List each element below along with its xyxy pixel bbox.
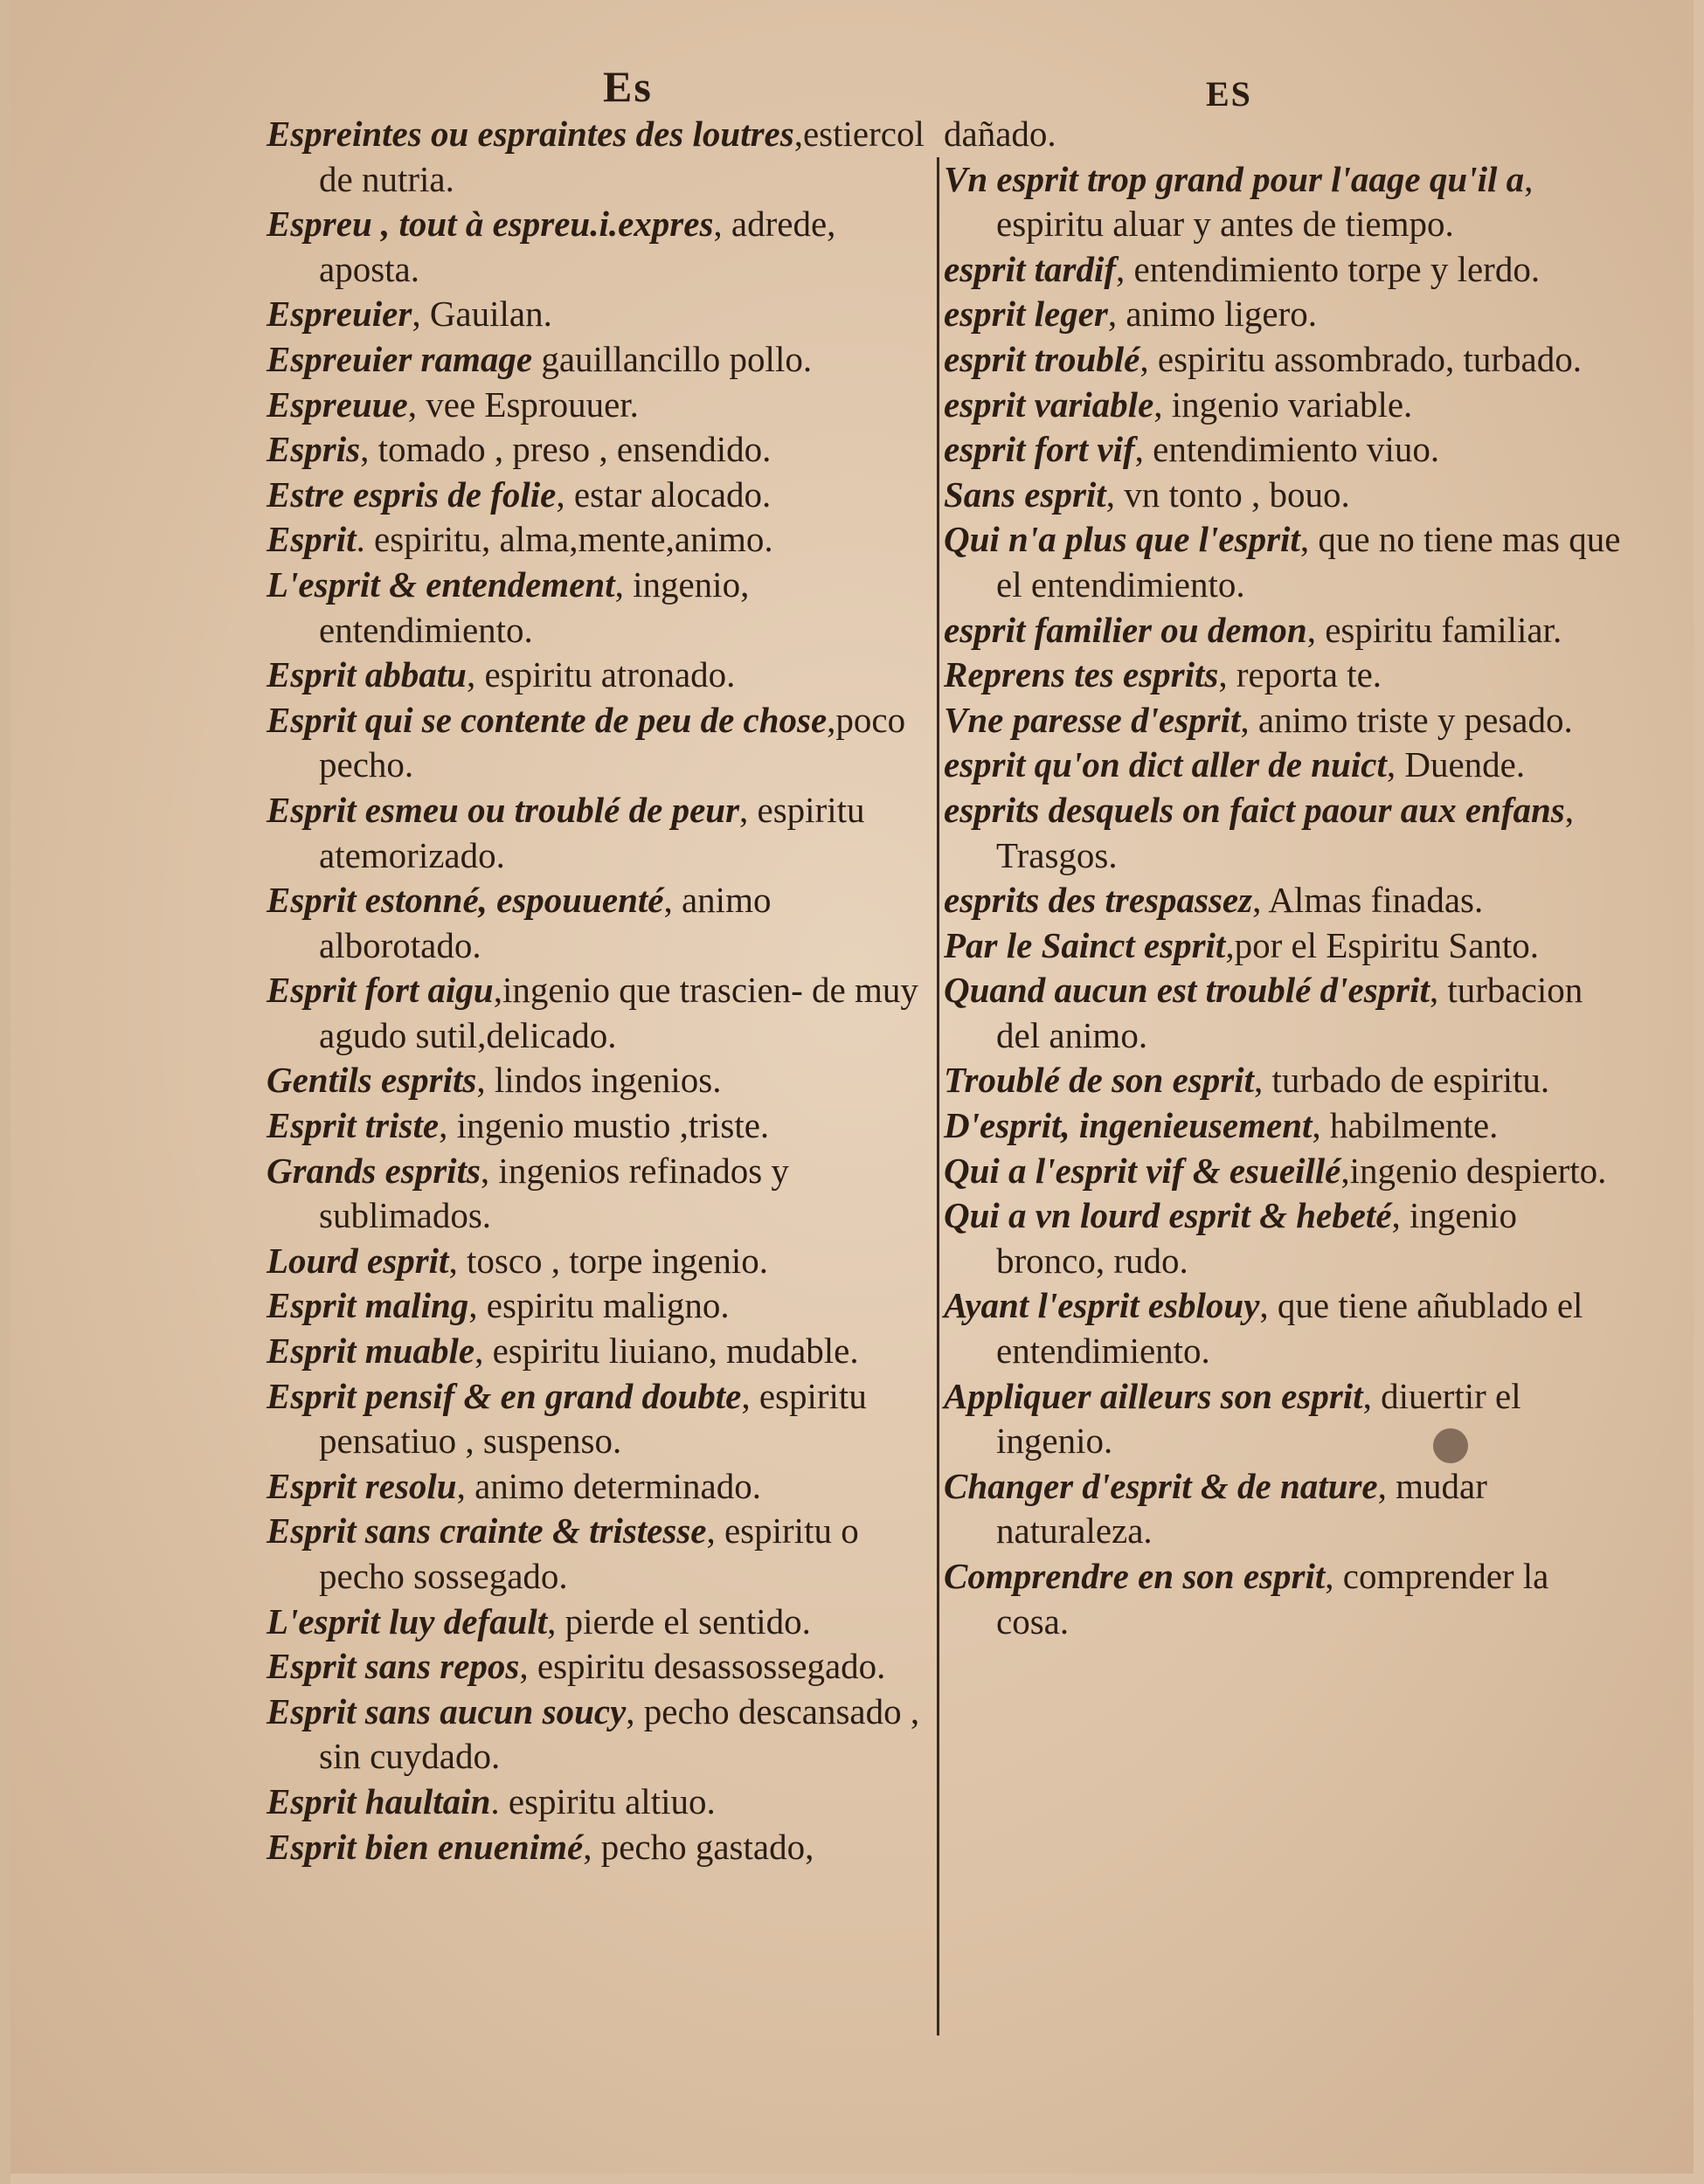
- entry-definition: , diuertir el ingenio.: [996, 1375, 1521, 1462]
- dictionary-entry: [267, 878, 931, 968]
- dictionary-entry: [944, 1193, 1625, 1283]
- entry-headword: Esprit bien enuenimé: [267, 1826, 584, 1867]
- entry-definition: ,ingenio despierto.: [1340, 1150, 1607, 1191]
- dictionary-entry: [267, 112, 931, 202]
- right-column: [944, 112, 1625, 1644]
- ink-stain: [1433, 1428, 1468, 1463]
- entry-definition: , espiritu atronado.: [466, 654, 736, 695]
- entry-definition: , espiritu atemorizado.: [319, 789, 865, 875]
- entry-definition: dañado.: [944, 114, 1056, 154]
- entry-definition: , mudar naturaleza.: [996, 1465, 1487, 1552]
- entry-definition: , animo determinado.: [456, 1465, 761, 1506]
- entry-definition: , Gauilan.: [412, 294, 552, 335]
- dictionary-entry: [267, 968, 931, 1058]
- entry-headword: Esprit haultain: [267, 1780, 491, 1821]
- entry-headword: esprit qu'on dict aller de nuict: [944, 744, 1387, 785]
- dictionary-entry: [267, 473, 931, 518]
- entry-headword: esprits desquels on faict paour aux enfans: [944, 789, 1565, 830]
- entry-definition: , entendimiento viuo.: [1134, 429, 1440, 470]
- dictionary-entry: [267, 383, 931, 428]
- entry-definition: , animo triste y pesado.: [1240, 699, 1573, 740]
- entry-headword: esprits des trespassez: [944, 880, 1253, 921]
- dictionary-entry: [267, 1464, 931, 1510]
- entry-headword: Esprit esmeu ou troublé de peur: [267, 789, 740, 830]
- entry-headword: Ayant l'esprit esblouy: [944, 1285, 1260, 1326]
- dictionary-entry: [944, 1058, 1625, 1103]
- dictionary-entry: [944, 698, 1625, 743]
- entry-definition: , reporta te.: [1218, 654, 1382, 695]
- entry-headword: Esprit fort aigu: [267, 970, 494, 1011]
- entry-definition: , espiritu o pecho sossegado.: [319, 1510, 859, 1596]
- entry-headword: Qui a l'esprit vif & esueillé: [944, 1150, 1341, 1191]
- entry-definition: , Almas finadas.: [1252, 880, 1484, 921]
- entry-definition: , ingenio, entendimiento.: [319, 563, 750, 650]
- dictionary-entry: [267, 1239, 931, 1284]
- dictionary-entry: [267, 202, 931, 292]
- dictionary-entry: [267, 1644, 931, 1690]
- dictionary-entry: [944, 427, 1625, 473]
- entry-definition: ,estiercol de nutria.: [319, 114, 925, 199]
- entry-headword: Esprit sans crainte & tristesse: [267, 1510, 707, 1552]
- dictionary-entry: [267, 292, 931, 337]
- entry-definition: , vee Esprouuer.: [407, 384, 639, 425]
- dictionary-entry: [267, 1058, 931, 1103]
- entry-headword: Qui n'a plus que l'esprit: [944, 519, 1300, 560]
- entry-headword: Esprit qui se contente de peu de chose: [267, 699, 828, 740]
- dictionary-entry: [267, 1690, 931, 1780]
- entry-headword: Gentils esprits: [267, 1060, 477, 1101]
- dictionary-entry: [267, 563, 931, 653]
- dictionary-entry: [944, 608, 1625, 653]
- entry-headword: esprit leger: [944, 294, 1108, 335]
- entry-headword: L'esprit & entendement: [267, 563, 615, 605]
- dictionary-entry: [944, 1149, 1625, 1194]
- entry-definition: , ingenios refinados y sublimados.: [319, 1150, 789, 1236]
- entry-headword: Esprit pensif & en grand doubte: [267, 1375, 742, 1416]
- entry-headword: D'esprit, ingenieusement: [944, 1105, 1313, 1146]
- entry-definition: , espiritu assombrado, turbado.: [1139, 338, 1582, 379]
- column-divider: [937, 157, 939, 2035]
- entry-definition: , Trasgos.: [996, 789, 1575, 875]
- entry-headword: Qui a vn lourd esprit & hebeté: [944, 1195, 1392, 1236]
- entry-definition: ,poco pecho.: [319, 699, 906, 785]
- entry-headword: Appliquer ailleurs son esprit: [944, 1375, 1363, 1416]
- left-column: [267, 112, 931, 1870]
- entry-headword: Changer d'esprit & de nature: [944, 1465, 1378, 1506]
- entry-definition: , tomado , preso , ensendido.: [360, 429, 772, 470]
- entry-headword: Esprit maling: [267, 1285, 469, 1326]
- entry-definition: , que tiene añublado el entendimiento.: [996, 1285, 1583, 1372]
- entry-definition: , pierde el sentido.: [547, 1600, 811, 1641]
- entry-headword: Sans esprit: [944, 473, 1106, 515]
- dictionary-entry: [267, 427, 931, 473]
- dictionary-entry: [267, 1825, 931, 1870]
- dictionary-entry: [944, 788, 1625, 878]
- entry-headword: Esprit abbatu: [267, 654, 467, 695]
- dictionary-entry: [944, 112, 1625, 157]
- entry-headword: Esprit triste: [267, 1105, 440, 1146]
- entry-definition: , tosco , torpe ingenio.: [448, 1240, 768, 1281]
- entry-definition: , Duende.: [1386, 744, 1526, 785]
- entry-definition: , habilmente.: [1312, 1105, 1499, 1146]
- entry-headword: Quand aucun est troublé d'esprit: [944, 970, 1430, 1011]
- dictionary-entry: [944, 653, 1625, 698]
- entry-definition: , comprender la cosa.: [996, 1556, 1549, 1641]
- entry-definition: , que no tiene mas que el entendimiento.: [996, 519, 1621, 605]
- entry-headword: Espreu , tout à espreu.i.expres: [267, 204, 714, 245]
- entry-definition: , espiritu aluar y antes de tiempo.: [996, 158, 1534, 245]
- running-header-left: Es: [603, 62, 653, 111]
- entry-definition: , espiritu maligno.: [468, 1285, 730, 1326]
- running-header-right: ES: [1206, 74, 1252, 114]
- entry-definition: , pecho gastado,: [583, 1826, 814, 1867]
- entry-headword: Esprit: [267, 519, 357, 560]
- entry-definition: , animo alborotado.: [319, 880, 772, 965]
- dictionary-entry: [944, 1374, 1625, 1464]
- entry-headword: Espreintes ou espraintes des loutres: [267, 114, 794, 154]
- dictionary-entry: [267, 1329, 931, 1374]
- entry-definition: , entendimiento torpe y lerdo.: [1116, 248, 1541, 289]
- dictionary-entry: [944, 383, 1625, 428]
- entry-headword: Espreuier ramage: [267, 338, 533, 379]
- entry-definition: ,ingenio que trascien- de muy agudo sutil,delicado.: [319, 970, 918, 1055]
- entry-headword: Lourd esprit: [267, 1240, 449, 1281]
- dictionary-entry: [944, 923, 1625, 969]
- entry-definition: , turbacion del animo.: [996, 970, 1583, 1055]
- entry-headword: Espris: [267, 429, 361, 470]
- dictionary-entry: [267, 1149, 931, 1239]
- entry-definition: , pecho descansado , sin cuydado.: [319, 1690, 920, 1777]
- entry-headword: esprit variable: [944, 384, 1154, 425]
- dictionary-entry: [944, 1554, 1625, 1644]
- page-edge: [0, 0, 10, 2184]
- entry-headword: Grands esprits: [267, 1150, 481, 1191]
- entry-headword: esprit tardif: [944, 248, 1117, 289]
- entry-definition: gauillancillo pollo.: [532, 338, 813, 379]
- dictionary-entry: [944, 878, 1625, 923]
- entry-headword: Troublé de son esprit: [944, 1060, 1254, 1101]
- entry-definition: , ingenio bronco, rudo.: [996, 1195, 1518, 1281]
- dictionary-entry: [944, 1283, 1625, 1373]
- entry-headword: Esprit resolu: [267, 1465, 457, 1506]
- entry-definition: , espiritu familiar.: [1306, 609, 1562, 650]
- entry-definition: ,por el Espiritu Santo.: [1225, 924, 1540, 965]
- entry-headword: Espreuier: [267, 294, 412, 335]
- dictionary-entry: [944, 517, 1625, 607]
- entry-headword: esprit fort vif: [944, 429, 1135, 470]
- dictionary-entry: [944, 968, 1625, 1058]
- dictionary-entry: [944, 157, 1625, 247]
- dictionary-entry: [267, 337, 931, 383]
- entry-definition: . espiritu, alma,mente,animo.: [356, 519, 773, 560]
- entry-headword: L'esprit luy default: [267, 1600, 548, 1641]
- dictionary-entry: [267, 653, 931, 698]
- entry-headword: Vn esprit trop grand pour l'aage qu'il a: [944, 158, 1525, 199]
- dictionary-entry: [267, 1780, 931, 1825]
- entry-definition: , estar alocado.: [556, 473, 772, 515]
- dictionary-entry: [267, 1103, 931, 1149]
- dictionary-entry: [944, 247, 1625, 293]
- dictionary-entry: [267, 698, 931, 788]
- entry-definition: , vn tonto , bouo.: [1105, 473, 1350, 515]
- entry-definition: , ingenio variable.: [1153, 384, 1413, 425]
- dictionary-entry: [944, 473, 1625, 518]
- dictionary-entry: [267, 1374, 931, 1464]
- entry-definition: , adrede, aposta.: [319, 204, 836, 289]
- entry-headword: Espreuue: [267, 384, 408, 425]
- entry-headword: Esprit sans repos: [267, 1646, 520, 1687]
- entry-definition: , animo ligero.: [1107, 294, 1318, 335]
- entry-definition: , espiritu desassossegado.: [519, 1646, 886, 1687]
- entry-headword: Esprit muable: [267, 1330, 475, 1372]
- dictionary-entry: [267, 788, 931, 878]
- entry-headword: esprit troublé: [944, 338, 1140, 379]
- dictionary-entry: [944, 337, 1625, 383]
- entry-definition: , ingenio mustio ,triste.: [439, 1105, 770, 1146]
- entry-definition: , lindos ingenios.: [476, 1060, 722, 1101]
- entry-headword: Esprit estonné, espouuenté: [267, 880, 664, 921]
- entry-headword: Estre espris de folie: [267, 473, 557, 515]
- dictionary-entry: [267, 1600, 931, 1645]
- dictionary-entry: [944, 1464, 1625, 1554]
- entry-headword: Vne paresse d'esprit: [944, 699, 1241, 740]
- dictionary-entry: [267, 1509, 931, 1599]
- entry-headword: Par le Sainct esprit: [944, 924, 1226, 965]
- entry-definition: , turbado de espiritu.: [1253, 1060, 1550, 1101]
- dictionary-entry: [267, 1283, 931, 1329]
- dictionary-entry: [944, 1103, 1625, 1149]
- dictionary-entry: [944, 292, 1625, 337]
- entry-definition: . espiritu altiuo.: [490, 1780, 716, 1821]
- entry-headword: Esprit sans aucun soucy: [267, 1690, 627, 1731]
- entry-headword: Reprens tes esprits: [944, 654, 1219, 695]
- entry-definition: , espiritu pensatiuo , suspenso.: [319, 1375, 867, 1462]
- entry-headword: Comprendre en son esprit: [944, 1556, 1326, 1596]
- entry-definition: , espiritu liuiano, mudable.: [474, 1330, 859, 1372]
- dictionary-entry: [944, 743, 1625, 788]
- dictionary-entry: [267, 517, 931, 563]
- entry-headword: esprit familier ou demon: [944, 609, 1307, 650]
